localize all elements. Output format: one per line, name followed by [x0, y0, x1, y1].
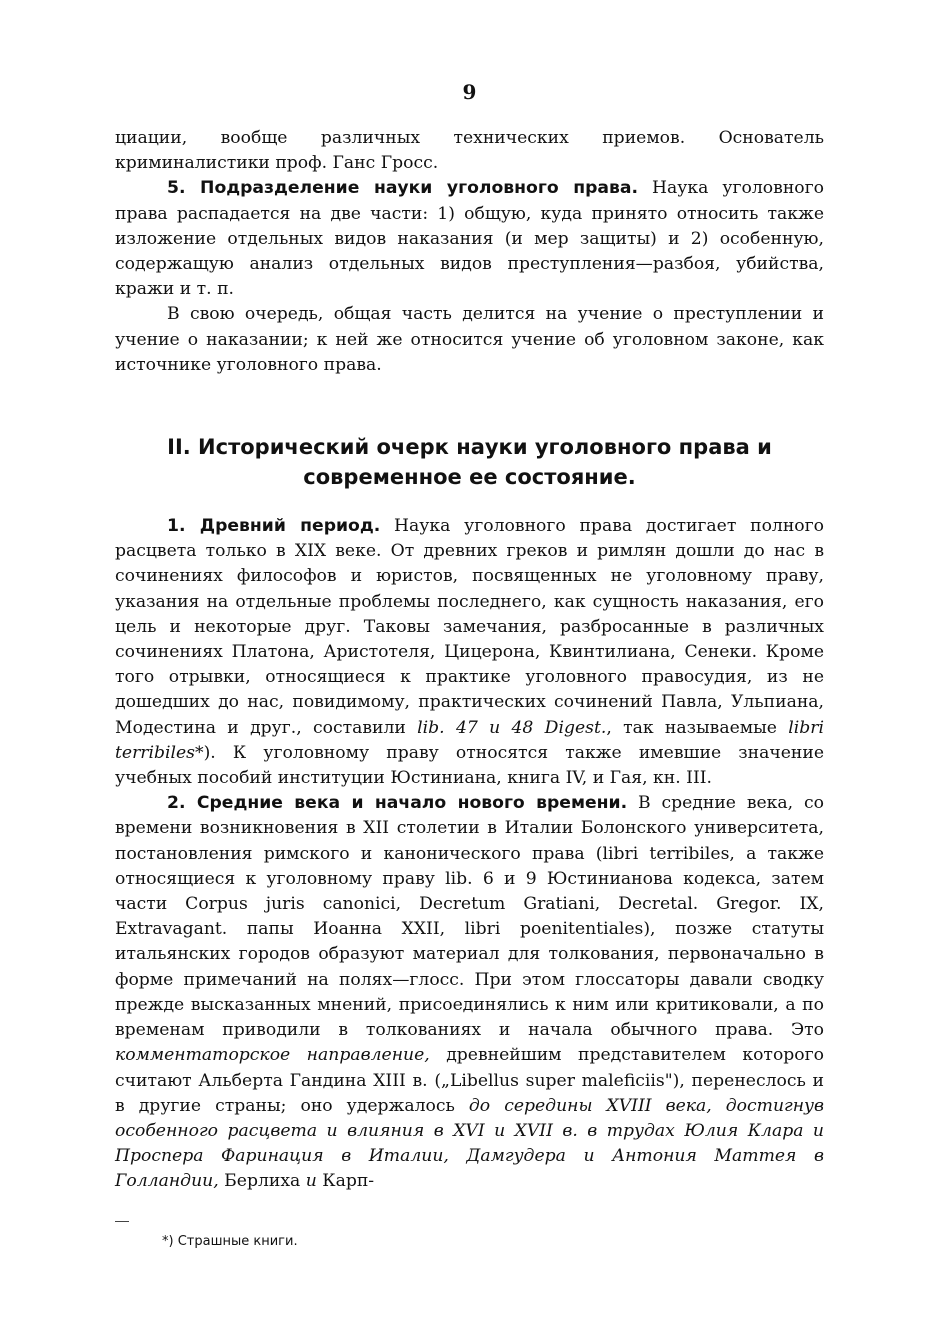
paragraph-text: В средние века, со времени возникновения в XII столетии в Италии Болонского университета, постановления римского и канонического права (libri terribiles, а также относящиеся к уголовному праву lib. 6 и 9 Юстинианова кодекса, затем части Corpus juris canonici, Decretum Gratiani, Decretal. Gregor. IX, Extravagant. папы Иоанна XXII, libri poenitentiales), позже статуты итальянских городов образуют материал для толкования, первоначально в форме примечаний на полях—глосс. При этом глоссаторы давали сводку прежде высказанных мнений, присоединялись к ним или критиковали, а по временам приводили в толкованиях и начала обычного права. Это	[115, 793, 824, 1041]
paragraph-lead: 2. Средние века и начало нового времени.	[167, 793, 628, 814]
paragraph-middle-ages	[115, 791, 824, 1194]
paragraph-text: *). К уголовному праву относятся также имевшие значение учебных пособий институции Юстиниана, книга IV, и Гая, кн. III.	[115, 742, 824, 789]
paragraph-text: , так называемые	[606, 717, 789, 738]
paragraph-text: Карп-	[316, 1171, 375, 1192]
page-number: 9	[462, 80, 477, 104]
paragraph-ancient-period	[115, 514, 824, 791]
italic-text: lib. 47 и 48 Digest.	[417, 717, 607, 738]
italic-text: комментаторское направление,	[115, 1045, 430, 1066]
paragraph-lead: 5. Подразделение науки уголовного права.	[167, 178, 638, 199]
italic-text: и	[305, 1171, 317, 1192]
paragraph-lead: 1. Древний период.	[167, 516, 381, 537]
footnote-divider	[115, 1221, 129, 1222]
paragraph-subdivision	[115, 176, 824, 302]
paragraph-text: древнейшим представителем которого считают Альберта Гандина XIII в. („Libellus super maleficiis"), перенеслось и в другие страны; оно удержалось	[115, 1045, 824, 1116]
section-heading: II. Исторический очерк науки уголовного права и современное ее состояние.	[167, 435, 772, 490]
paragraph-text: Наука уголовного права распадается на две части: 1) общую, куда принято относить также изложение отдельных видов наказания (и мер защиты) и 2) особенную, содержащую анализ отдельных видов преступления—разбоя, убийства, кражи и т. п.	[115, 178, 824, 300]
italic-text: libri terribiles	[115, 717, 824, 763]
paragraph-continuation: циации, вообще различных технических приемов. Основатель криминалистики проф. Ганс Гросс.	[115, 128, 824, 174]
paragraph-text: Берлиха	[218, 1171, 306, 1192]
italic-text: до середины XVIII века, достигнув особенного расцвета и влияния в XVI и XVII в. в трудах Юлия Клара и Проспера Фаринация в Италии, Дамгудера и Антония Маттея в Голландии,	[115, 1095, 824, 1192]
paragraph-general-part: В свою очередь, общая часть делится на учение о преступлении и учение о наказании; к ней же относится учение об уголовном законе, как источнике уголовного права.	[115, 304, 824, 375]
footnote: *) Страшные книги.	[162, 1233, 298, 1249]
paragraph-text: Наука уголовного права достигает полного расцвета только в XIX веке. От древних греков и римлян дошли до нас в сочинениях философов и юристов, посвященных не уголовному праву, указания на отдельные проблемы последнего, как сущность наказания, его цель и некоторые друг. Таковы замечания, разбросанные в различных сочинениях Платона, Аристотеля, Цицерона, Квинтилиана, Сенеки. Кроме того отрывки, относящиеся к практике уголовного правосудия, из не дошедших до нас, повидимому, практических сочинений Павла, Ульпиана, Модестина и друг., составили	[115, 516, 824, 738]
